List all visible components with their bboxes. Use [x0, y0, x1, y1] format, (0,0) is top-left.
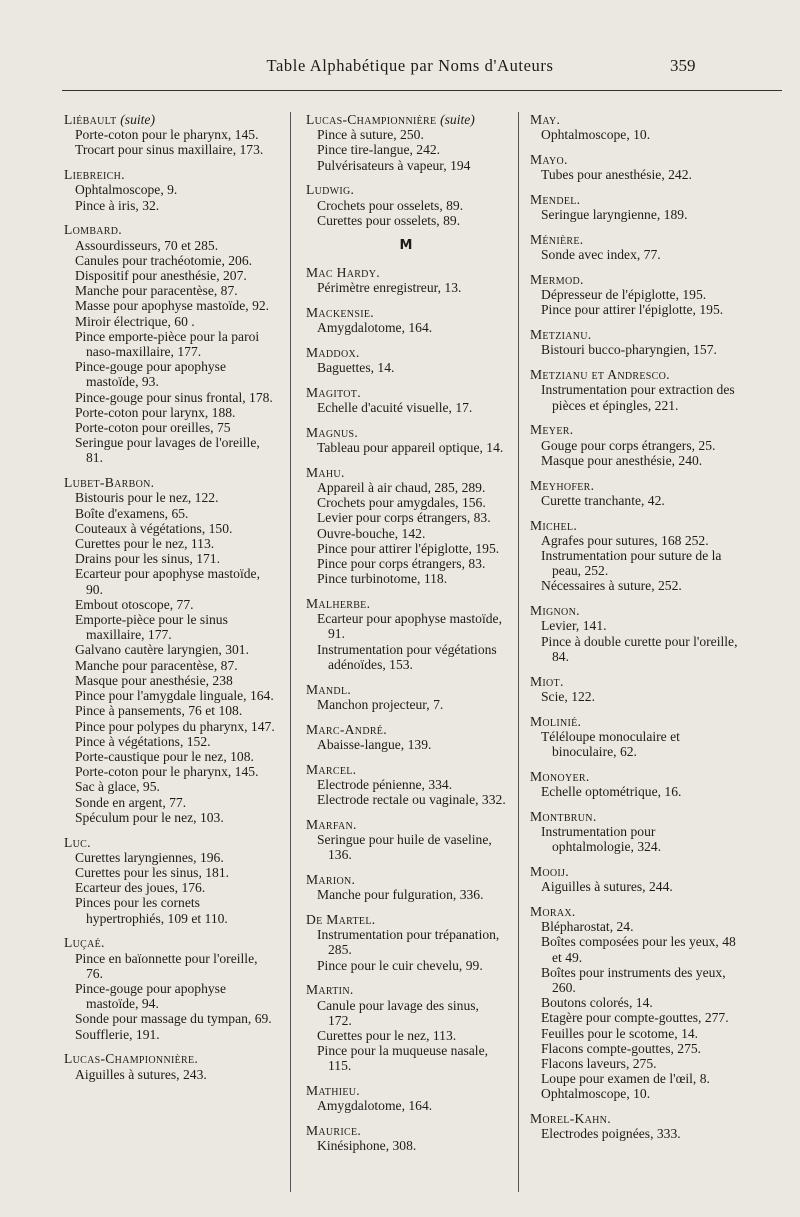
author-label: De Martel.: [306, 912, 376, 928]
instrument-item: Sonde en argent, 77.: [75, 794, 187, 810]
instrument-item: Ecarteur pour apophyse mastoïde, 91.: [317, 611, 502, 642]
index-entry: [530, 864, 738, 894]
index-entry: [530, 232, 738, 262]
index-column-1: [64, 112, 276, 1091]
index-entry: [530, 327, 738, 357]
instrument-item: Trocart pour sinus maxillaire, 173.: [75, 142, 264, 158]
author-name: [306, 305, 506, 320]
index-entry: [306, 1123, 506, 1153]
author-name: [306, 912, 506, 927]
header-rule: [62, 90, 782, 91]
author-name: [306, 1083, 506, 1098]
author-label: Meyer.: [530, 422, 574, 438]
author-label: Mandl.: [306, 681, 352, 697]
column-divider-2: [518, 112, 519, 1192]
author-label: Marcel.: [306, 761, 357, 777]
author-label: Meyhofer.: [530, 477, 595, 493]
instrument-item: Pulvérisateurs à vapeur, 194: [317, 157, 471, 173]
instrument-item: Pince à pansements, 76 et 108.: [75, 703, 243, 719]
instrument-item: Echelle d'acuité visuelle, 17.: [317, 400, 473, 416]
instrument-item: Amygdalotome, 164.: [317, 320, 433, 336]
author-label: Mayo.: [530, 152, 568, 167]
instrument-item: Porte-coton pour le pharynx, 145.: [75, 764, 259, 780]
author-name: [64, 1051, 276, 1066]
index-entry: [530, 367, 738, 413]
page-number: 359: [670, 56, 696, 75]
instrument-item: Manche pour fulguration, 336.: [317, 887, 484, 903]
author-label: Lucas-Championnière: [306, 112, 437, 127]
instrument-item: Instrumentation pour végétations adénoïdes, 153.: [317, 641, 497, 672]
author-label: Metzianu et Andresco.: [530, 367, 670, 383]
instrument-item: Electrode pénienne, 334.: [317, 776, 453, 792]
instrument-item: Spéculum pour le nez, 103.: [75, 809, 224, 825]
index-entry: [530, 674, 738, 704]
instrument-item: Electrodes poignées, 333.: [541, 1126, 681, 1142]
instrument-item: Pince turbinotome, 118.: [317, 571, 448, 587]
instrument-item: Instrumentation pour trépanation, 285.: [317, 927, 500, 958]
instrument-item: Etagère pour compte-gouttes, 277.: [541, 1010, 729, 1026]
author-name: [306, 265, 506, 280]
instrument-item: Electrode rectale ou vaginale, 332.: [317, 792, 506, 808]
instrument-item: Pince pour attirer l'épiglotte, 195.: [317, 540, 500, 556]
column-divider-1: [290, 112, 291, 1192]
author-name: [306, 817, 506, 832]
instrument-item: Pince pour la muqueuse nasale, 115.: [317, 1043, 489, 1074]
author-label: Lombard.: [64, 222, 122, 238]
index-entry: [64, 935, 276, 1041]
instrument-item: Curettes laryngiennes, 196.: [75, 849, 224, 865]
instrument-item: Echelle optométrique, 16.: [541, 784, 682, 800]
instrument-item: Pince à suture, 250.: [317, 127, 424, 143]
author-label: Marc-André.: [306, 721, 387, 737]
author-name: [530, 1111, 738, 1126]
author-name: [530, 192, 738, 207]
instrument-item: Crochets pour osselets, 89.: [317, 197, 464, 213]
author-name: [306, 682, 506, 697]
author-label: Mathieu.: [306, 1083, 360, 1099]
author-name: [64, 835, 276, 850]
instrument-item: Levier, 141.: [541, 618, 607, 634]
instrument-item: Ophtalmoscope, 10.: [541, 127, 651, 143]
instrument-item: Masse pour apophyse mastoïde, 92.: [75, 298, 270, 314]
index-entry: [306, 425, 506, 455]
index-column-2: [306, 112, 506, 1163]
author-name: [530, 603, 738, 618]
index-entry: [64, 1051, 276, 1081]
instrument-item: Instrumentation pour extraction des pièces et épingles, 221.: [541, 382, 735, 413]
author-name: [306, 1123, 506, 1138]
instrument-item: Bistouris pour le nez, 122.: [75, 490, 219, 506]
author-name: [530, 272, 738, 287]
author-name: [530, 714, 738, 729]
instrument-item: Pince tire-langue, 242.: [317, 142, 441, 158]
instrument-item: Ouvre-bouche, 142.: [317, 525, 426, 541]
index-entry: [530, 518, 738, 594]
author-label: Montbrun.: [530, 808, 597, 824]
instrument-item: Loupe pour examen de l'œil, 8.: [541, 1071, 710, 1087]
author-label: Maurice.: [306, 1123, 362, 1139]
instrument-item: Manche pour paracentèse, 87.: [75, 283, 238, 299]
author-name: [306, 465, 506, 480]
author-label: Lucas-Championnière.: [64, 1051, 199, 1067]
author-name: [306, 112, 506, 127]
instrument-item: Assourdisseurs, 70 et 285.: [75, 237, 219, 253]
instrument-item: Porte-coton pour oreilles, 75: [75, 420, 231, 436]
instrument-item: Abaisse-langue, 139.: [317, 736, 432, 752]
instrument-item: Pince pour corps étrangers, 83.: [317, 556, 486, 572]
instrument-item: Pince à iris, 32.: [75, 197, 160, 213]
index-entry: [530, 272, 738, 318]
author-name: [306, 982, 506, 997]
index-entry: [530, 422, 738, 468]
index-entry: [306, 385, 506, 415]
instrument-item: Instrumentation pour suture de la peau, 252.: [541, 548, 722, 579]
author-label: Martin.: [306, 982, 354, 998]
author-name: [64, 935, 276, 950]
instrument-item: Levier pour corps étrangers, 83.: [317, 510, 491, 526]
instrument-item: Pince-gouge pour apophyse mastoïde, 94.: [75, 980, 227, 1012]
index-entry: [306, 682, 506, 712]
author-name: [64, 475, 276, 490]
author-label: Mackensie.: [306, 304, 374, 320]
instrument-item: Bistouri bucco-pharyngien, 157.: [541, 342, 717, 358]
index-entry: [530, 192, 738, 222]
author-label: Ménière.: [530, 232, 584, 247]
instrument-item: Sac à glace, 95.: [75, 779, 160, 795]
author-name: [306, 872, 506, 887]
instrument-item: Couteaux à végétations, 150.: [75, 520, 233, 536]
author-name: [530, 367, 738, 382]
instrument-item: Curettes pour le nez, 113.: [75, 536, 215, 552]
instrument-item: Galvano cautère laryngien, 301.: [75, 642, 250, 658]
author-label: Ludwig.: [306, 182, 355, 198]
instrument-item: Flacons laveurs, 275.: [541, 1056, 657, 1072]
author-name: [530, 809, 738, 824]
author-label: Mac Hardy.: [306, 264, 380, 280]
instrument-item: Instrumentation pour ophtalmologie, 324.: [541, 824, 662, 855]
author-label: Metzianu.: [530, 327, 592, 343]
index-column-3: [530, 112, 738, 1151]
instrument-item: Canules pour trachéotomie, 206.: [75, 252, 253, 268]
author-suffix: (suite): [120, 112, 155, 127]
instrument-item: Nécessaires à suture, 252.: [541, 578, 682, 594]
index-entry: [64, 835, 276, 926]
author-name: [530, 327, 738, 342]
instrument-item: Pinces pour les cornets hypertrophiés, 109 et 110.: [75, 895, 228, 926]
instrument-item: Porte-coton pour le pharynx, 145.: [75, 127, 259, 143]
instrument-item: Pince à double curette pour l'oreille, 84.: [541, 633, 738, 664]
instrument-item: Aiguilles à sutures, 244.: [541, 879, 673, 895]
instrument-item: Ophtalmoscope, 9.: [75, 182, 178, 198]
instrument-item: Curettes pour les sinus, 181.: [75, 864, 230, 880]
index-entry: [306, 1083, 506, 1113]
instrument-item: Manche pour paracentèse, 87.: [75, 657, 238, 673]
index-entry: [530, 603, 738, 664]
author-label: Mignon.: [530, 603, 580, 619]
index-entry: [530, 1111, 738, 1141]
author-label: Mooij.: [530, 864, 569, 880]
instrument-item: Périmètre enregistreur, 13.: [317, 280, 462, 296]
index-entry: [306, 722, 506, 752]
index-entry: [306, 817, 506, 863]
instrument-item: Pince pour l'amygdale linguale, 164.: [75, 688, 274, 704]
author-name: [530, 674, 738, 689]
index-entry: [530, 152, 738, 182]
running-header: Table Alphabétique par Noms d'Auteurs: [266, 56, 554, 75]
instrument-item: Boîtes pour instruments des yeux, 260.: [541, 964, 726, 996]
author-label: May.: [530, 112, 561, 127]
author-label: Luc.: [64, 834, 91, 850]
instrument-item: Blépharostat, 24.: [541, 919, 634, 935]
instrument-item: Scie, 122.: [541, 688, 595, 704]
instrument-item: Kinésiphone, 308.: [317, 1138, 417, 1154]
instrument-item: Sonde pour massage du tympan, 69.: [75, 1011, 272, 1027]
instrument-item: Aiguilles à sutures, 243.: [75, 1066, 207, 1082]
instrument-item: Porte-coton pour larynx, 188.: [75, 404, 236, 420]
author-name: [64, 112, 276, 127]
author-name: [64, 222, 276, 237]
instrument-item: Ophtalmoscope, 10.: [541, 1086, 651, 1102]
author-label: Monoyer.: [530, 768, 590, 784]
instrument-item: Dépresseur de l'épiglotte, 195.: [541, 287, 707, 303]
index-entry: [530, 714, 738, 760]
author-name: [530, 904, 738, 919]
index-entry: [306, 345, 506, 375]
instrument-item: Tubes pour anesthésie, 242.: [541, 167, 692, 183]
instrument-item: Pince à végétations, 152.: [75, 733, 211, 749]
instrument-item: Curettes pour osselets, 89.: [317, 212, 461, 228]
author-label: Maddox.: [306, 344, 360, 360]
index-entry: [530, 112, 738, 142]
instrument-item: Masque pour anesthésie, 240.: [541, 452, 703, 468]
author-name: [530, 112, 738, 127]
index-entry: [64, 112, 276, 158]
author-name: [306, 385, 506, 400]
instrument-item: Ecarteur des joues, 176.: [75, 880, 206, 896]
author-name: [530, 422, 738, 437]
index-entry: [306, 912, 506, 973]
author-name: [306, 425, 506, 440]
author-label: Malherbe.: [306, 596, 371, 612]
instrument-item: Soufflerie, 191.: [75, 1026, 160, 1042]
instrument-item: Pince en baïonnette pour l'oreille, 76.: [75, 950, 258, 981]
section-letter: M: [399, 237, 413, 253]
index-entry: [306, 982, 506, 1073]
author-label: Magnus.: [306, 424, 359, 440]
instrument-item: Masque pour anesthésie, 238: [75, 672, 233, 688]
instrument-item: Boîte d'examens, 65.: [75, 505, 189, 521]
instrument-item: Ecarteur pour apophyse mastoïde, 90.: [75, 566, 260, 597]
instrument-item: Pince pour polypes du pharynx, 147.: [75, 718, 275, 734]
instrument-item: Emporte-pièce pour le sinus maxillaire, 177.: [75, 612, 228, 643]
author-name: [306, 722, 506, 737]
index-entry: [306, 305, 506, 335]
instrument-item: Flacons compte-gouttes, 275.: [541, 1040, 702, 1056]
index-entry: [306, 762, 506, 808]
author-name: [530, 232, 738, 247]
author-label: Morax.: [530, 904, 576, 920]
author-name: [530, 864, 738, 879]
author-label: Magitot.: [306, 384, 361, 400]
instrument-item: Embout otoscope, 77.: [75, 596, 194, 612]
author-label: Luçaé.: [64, 935, 105, 951]
index-entry: [306, 182, 506, 228]
instrument-item: Pince emporte-pièce pour la paroi naso-maxillaire, 177.: [75, 328, 260, 360]
author-suffix: (suite): [440, 112, 475, 127]
author-label: Marfan.: [306, 816, 357, 832]
index-entry: [530, 904, 738, 1102]
author-label: Liebreich.: [64, 167, 125, 183]
index-entry: [530, 809, 738, 855]
author-label: Lubet-Barbon.: [64, 475, 155, 491]
author-name: [306, 345, 506, 360]
instrument-item: Canule pour lavage des sinus, 172.: [317, 997, 479, 1028]
instrument-item: Pince pour attirer l'épiglotte, 195.: [541, 302, 724, 318]
instrument-item: Amygdalotome, 164.: [317, 1098, 433, 1114]
instrument-item: Manchon projecteur, 7.: [317, 696, 444, 712]
instrument-item: Baguettes, 14.: [317, 360, 395, 376]
instrument-item: Seringue laryngienne, 189.: [541, 207, 688, 223]
index-entry: [306, 872, 506, 902]
index-entry: [64, 222, 276, 465]
instrument-item: Dispositif pour anesthésie, 207.: [75, 268, 247, 284]
author-name: [306, 762, 506, 777]
author-label: Morel-Kahn.: [530, 1111, 611, 1127]
instrument-item: Téléloupe monoculaire et binoculaire, 62.: [541, 728, 680, 760]
author-name: [306, 596, 506, 611]
index-entry: [530, 769, 738, 799]
instrument-item: Agrafes pour sutures, 168 252.: [541, 532, 709, 548]
author-name: [64, 167, 276, 182]
instrument-item: Crochets pour amygdales, 156.: [317, 495, 486, 511]
instrument-item: Seringue pour lavages de l'oreille, 81.: [75, 435, 260, 466]
instrument-item: Pince-gouge pour sinus frontal, 178.: [75, 389, 273, 405]
instrument-item: Porte-caustique pour le nez, 108.: [75, 748, 254, 764]
index-entry: [64, 475, 276, 825]
author-label: Liébault: [64, 112, 117, 127]
index-entry: [306, 465, 506, 587]
author-name: [530, 769, 738, 784]
index-entry: [64, 167, 276, 213]
instrument-item: Tableau pour appareil optique, 14.: [317, 440, 504, 456]
instrument-item: Sonde avec index, 77.: [541, 247, 661, 263]
author-label: Michel.: [530, 517, 578, 533]
instrument-item: Boutons colorés, 14.: [541, 995, 653, 1011]
author-name: [530, 152, 738, 167]
instrument-item: Curette tranchante, 42.: [541, 492, 665, 508]
instrument-item: Miroir électrique, 60 .: [75, 313, 195, 329]
instrument-item: Appareil à air chaud, 285, 289.: [317, 480, 486, 496]
author-label: Mahu.: [306, 464, 345, 480]
author-label: Mendel.: [530, 192, 581, 207]
author-label: Marion.: [306, 872, 356, 888]
instrument-item: Boîtes composées pour les yeux, 48 et 49.: [541, 934, 736, 965]
instrument-item: Gouge pour corps étrangers, 25.: [541, 437, 716, 453]
instrument-item: Curettes pour le nez, 113.: [317, 1028, 457, 1044]
index-entry: [530, 478, 738, 508]
author-label: Molinié.: [530, 713, 582, 729]
index-entry: [306, 265, 506, 295]
instrument-item: Seringue pour huile de vaseline, 136.: [317, 832, 492, 863]
instrument-item: Pince pour le cuir chevelu, 99.: [317, 957, 483, 973]
author-label: Miot.: [530, 673, 564, 689]
instrument-item: Feuilles pour le scotome, 14.: [541, 1025, 699, 1041]
author-name: [306, 182, 506, 197]
author-label: Mermod.: [530, 272, 584, 287]
index-entry: [306, 112, 506, 173]
instrument-item: Drains pour les sinus, 171.: [75, 551, 220, 567]
index-entry: [306, 596, 506, 672]
instrument-item: Pince-gouge pour apophyse mastoïde, 93.: [75, 359, 227, 390]
author-name: [530, 478, 738, 493]
author-name: [530, 518, 738, 533]
